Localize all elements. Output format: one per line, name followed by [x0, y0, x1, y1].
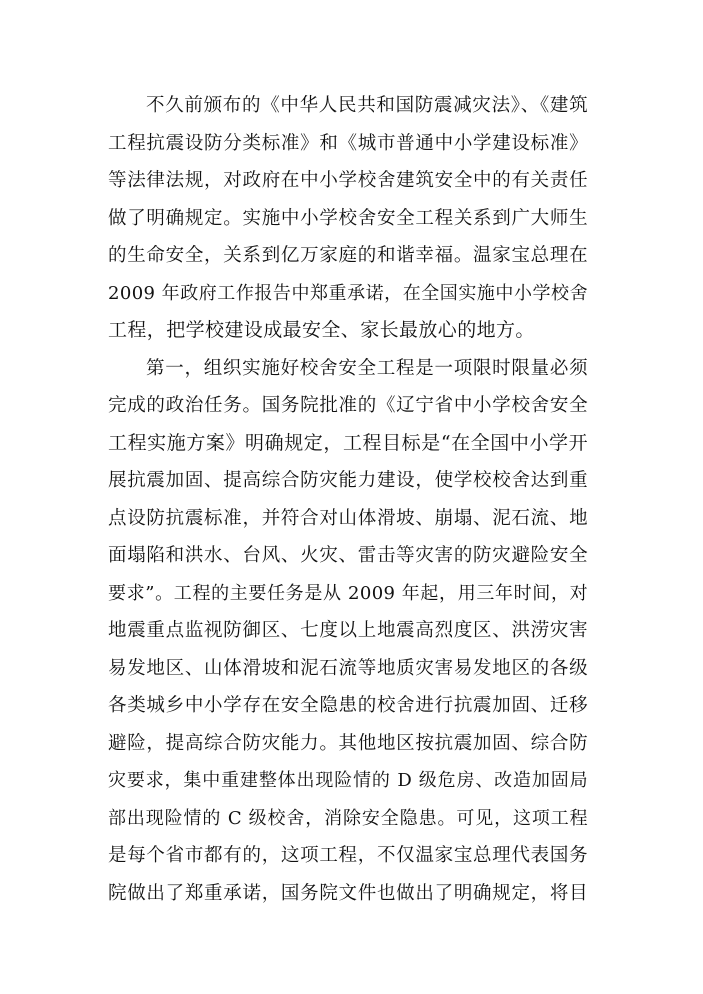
paragraph-2-line-4: 展抗震加固、提高综合防灾能力建设，使学校校舍达到重 — [108, 470, 588, 491]
paragraph-2-line-15: 院做出了郑重承诺，国务院文件也做出了明确规定，将目 — [108, 882, 588, 904]
paragraph-1-line-1: 不久前颁布的《中华人民共和国防震减灾法》、《建筑 — [146, 95, 588, 116]
paragraph-2-line-3: 工程实施方案》明确规定，工程目标是“在全国中小学开 — [108, 431, 588, 454]
paragraph-1-line-7: 工程，把学校建设成最安全、家长最放心的地方。 — [108, 319, 535, 341]
paragraph-2-line-7: 要求”。工程的主要任务是从 2009 年起，用三年时间，对 — [108, 582, 588, 604]
paragraph-2-line-12: 灾要求，集中重建整体出现险情的 D 级危房、改造加固局 — [108, 770, 588, 791]
paragraph-2-line-2: 完成的政治任务。国务院批准的《辽宁省中小学校舍安全 — [108, 395, 588, 416]
paragraph-1-line-2: 工程抗震设防分类标准》和《城市普通中小学建设标准》 — [108, 132, 588, 154]
paragraph-1-line-3: 等法律法规，对政府在中小学校舍建筑安全中的有关责任 — [108, 170, 588, 191]
paragraph-2-line-11: 避险，提高综合防灾能力。其他地区按抗震加固、综合防 — [108, 732, 588, 754]
paragraph-1-line-6: 2009 年政府工作报告中郑重承诺，在全国实施中小学校舍 — [108, 282, 588, 304]
paragraph-2-line-9: 易发地区、山体滑坡和泥石流等地质灾害易发地区的各级 — [108, 657, 588, 679]
paragraph-2-line-5: 点设防抗震标准，并符合对山体滑坡、崩塌、泥石流、地 — [108, 507, 588, 529]
paragraph-2-line-10: 各类城乡中小学存在安全隐患的校舍进行抗震加固、迁移 — [108, 695, 588, 716]
paragraph-1-line-5: 的生命安全，关系到亿万家庭的和谐幸福。温家宝总理在 — [108, 245, 588, 266]
paragraph-1-line-4: 做了明确规定。实施中小学校舍安全工程关系到广大师生 — [108, 207, 588, 229]
paragraph-2-line-14: 是每个省市都有的，这项工程，不仅温家宝总理代表国务 — [108, 845, 588, 866]
document-body — [108, 87, 588, 912]
paragraph-2-line-13: 部出现险情的 C 级校舍，消除安全隐患。可见，这项工程 — [108, 807, 588, 829]
paragraph-2-line-1: 第一，组织实施好校舍安全工程是一项限时限量必须 — [146, 357, 588, 379]
paragraph-2-line-8: 地震重点监视防御区、七度以上地震高烈度区、洪涝灾害 — [108, 620, 588, 641]
paragraph-2-line-6: 面塌陷和洪水、台风、火灾、雷击等灾害的防灾避险安全 — [108, 545, 588, 566]
